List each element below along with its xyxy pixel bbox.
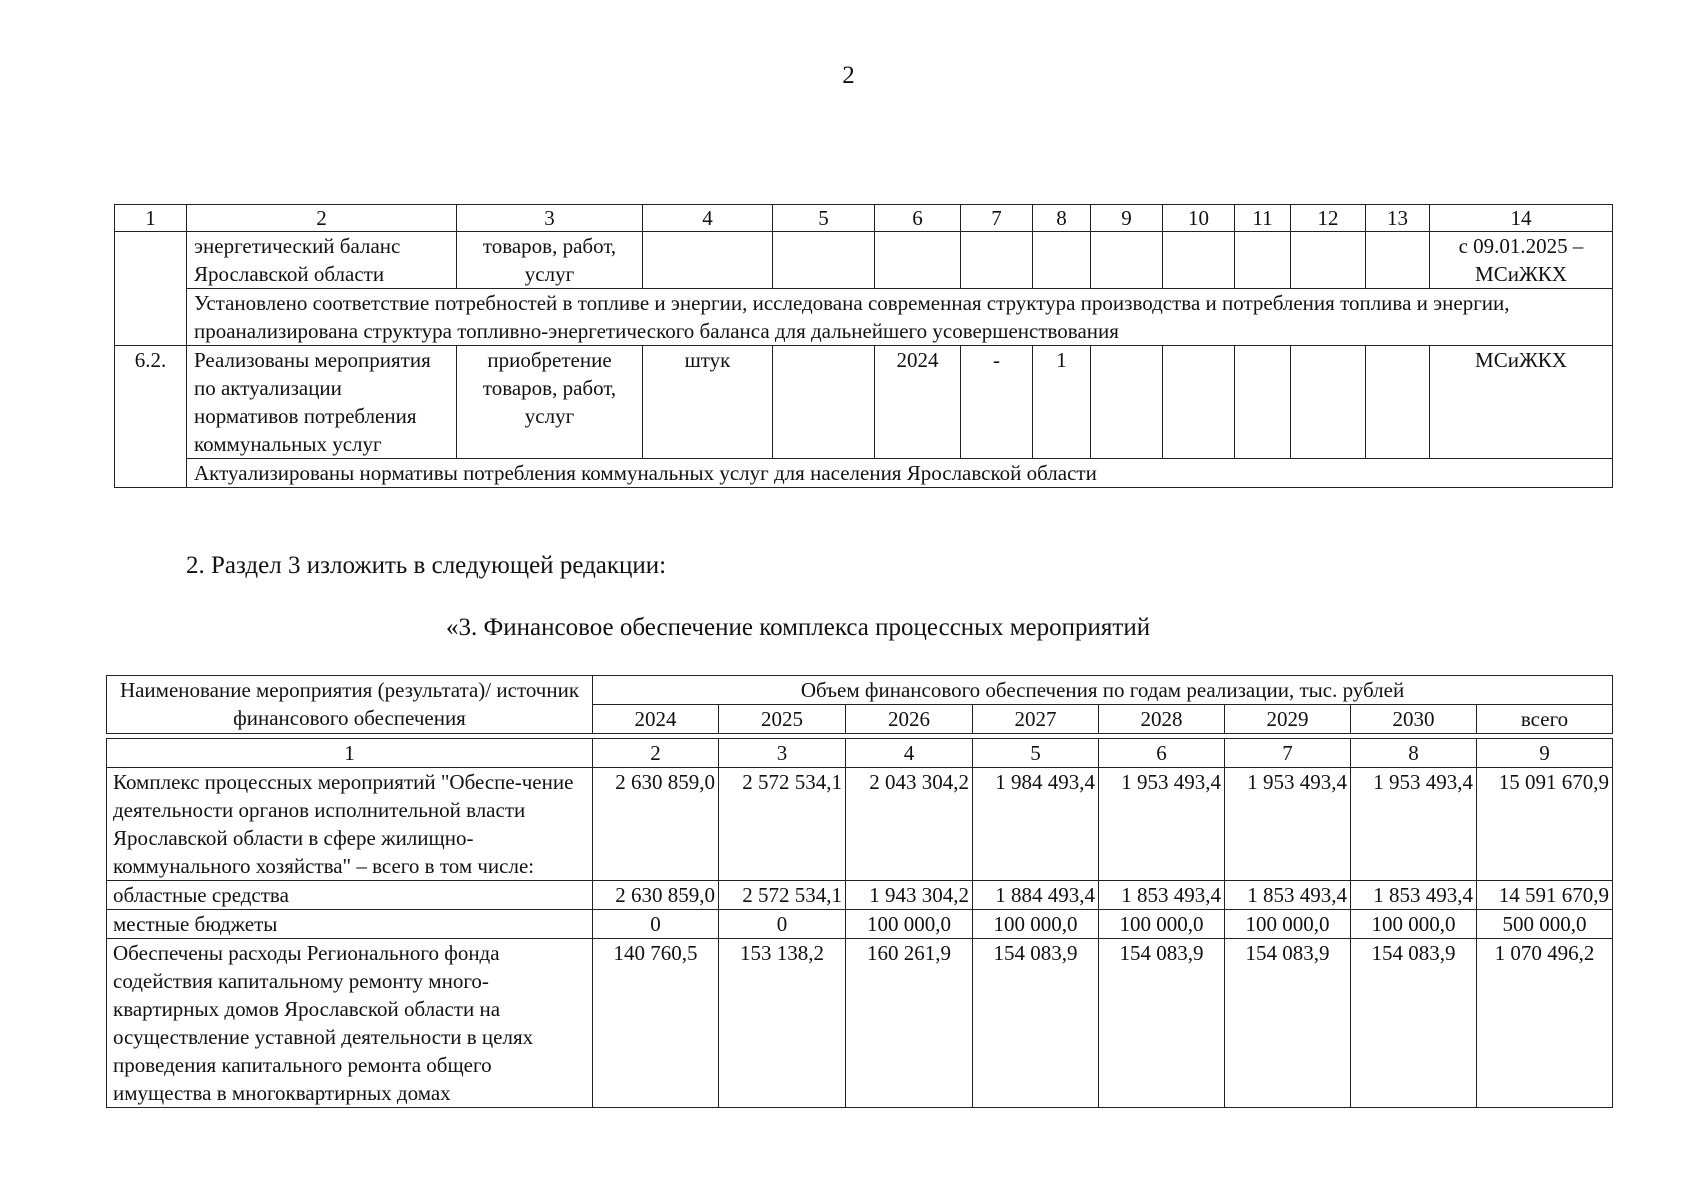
value-cell: 140 760,5 (593, 939, 719, 1108)
column-numbers-row (107, 739, 1613, 768)
results-table (114, 204, 1613, 488)
total-cell: 14 591 670,9 (1477, 881, 1613, 910)
table-row (115, 232, 1613, 289)
unit: штук (643, 346, 773, 459)
financing-table (106, 675, 1613, 1108)
column-number: 6 (875, 205, 961, 232)
responsible-executor: МСиЖКХ (1430, 346, 1613, 459)
value-cell: 2 630 859,0 (593, 768, 719, 881)
column-number: 4 (846, 739, 973, 768)
year-header: 2030 (1351, 705, 1477, 734)
column-number: 7 (961, 205, 1033, 232)
table-row (107, 939, 1613, 1108)
column-number: 3 (457, 205, 643, 232)
column-number: 12 (1291, 205, 1366, 232)
page-number: 2 (842, 62, 855, 89)
value-cell: 1 853 493,4 (1099, 881, 1225, 910)
column-number: 3 (719, 739, 846, 768)
total-cell: 500 000,0 (1477, 910, 1613, 939)
year-header: 2028 (1099, 705, 1225, 734)
measure-name: местные бюджеты (107, 910, 593, 939)
result-name: Реализованы мероприятия по актуализации нормативов потребления коммунальных услуг (187, 346, 457, 459)
column-number: 5 (773, 205, 875, 232)
value-cell: 1 884 493,4 (973, 881, 1099, 910)
table-header-row (115, 205, 1613, 232)
table-row (107, 768, 1613, 881)
value-cell: 1 953 493,4 (1351, 768, 1477, 881)
column-number: 7 (1225, 739, 1351, 768)
column-number: 9 (1477, 739, 1613, 768)
column-number: 9 (1091, 205, 1163, 232)
value-cell: 1 853 493,4 (1225, 881, 1351, 910)
value-cell: 2 572 534,1 (719, 768, 846, 881)
year-header: 2027 (973, 705, 1099, 734)
year-header: 2029 (1225, 705, 1351, 734)
column-number: 10 (1163, 205, 1235, 232)
value-col7: - (961, 346, 1033, 459)
value-cell: 2 572 534,1 (719, 881, 846, 910)
table-row (115, 346, 1613, 459)
column-number: 1 (115, 205, 187, 232)
value-cell: 100 000,0 (1225, 910, 1351, 939)
value-cell: 1 984 493,4 (973, 768, 1099, 881)
result-name: энергетический баланс Ярославской области (187, 232, 457, 289)
year-header: 2024 (593, 705, 719, 734)
year-header: 2026 (846, 705, 973, 734)
value-cell: 100 000,0 (1351, 910, 1477, 939)
value-cell: 154 083,9 (1099, 939, 1225, 1108)
column-number: 4 (643, 205, 773, 232)
value-cell: 153 138,2 (719, 939, 846, 1108)
base-year: 2024 (875, 346, 961, 459)
table-row (107, 910, 1613, 939)
table-row-note (115, 289, 1613, 346)
measure-name: Обеспечены расходы Регионального фонда содействия капитальному ремонту много-квартирных домов Ярославской области на осуществление уставной деятельности в целях проведения капитального ремонта общего имущества в многоквартирных домах (107, 939, 593, 1108)
column-number: 8 (1033, 205, 1091, 232)
value-cell: 1 953 493,4 (1225, 768, 1351, 881)
total-cell: 15 091 670,9 (1477, 768, 1613, 881)
column-number: 2 (593, 739, 719, 768)
result-type: приобретение товаров, работ, услуг (457, 346, 643, 459)
column-number: 13 (1366, 205, 1430, 232)
result-type: товаров, работ, услуг (457, 232, 643, 289)
total-header: всего (1477, 705, 1613, 734)
responsible-executor: с 09.01.2025 – МСиЖКХ (1430, 232, 1613, 289)
column-number: 5 (973, 739, 1099, 768)
year-header: 2025 (719, 705, 846, 734)
value-cell: 2 630 859,0 (593, 881, 719, 910)
section-title: «3. Финансовое обеспечение комплекса процессных мероприятий (446, 614, 1151, 641)
column-number: 6 (1099, 739, 1225, 768)
table-row (107, 881, 1613, 910)
row-number: 6.2. (115, 346, 187, 488)
column-number: 14 (1430, 205, 1613, 232)
measure-name: Комплекс процессных мероприятий "Обеспе-чение деятельности органов исполнительной власти Ярославской области в сфере жилищно-коммунального хозяйства" – всего в том числе: (107, 768, 593, 881)
name-column-header: Наименование мероприятия (результата)/ источник финансового обеспечения (107, 676, 593, 734)
row-number (115, 232, 187, 346)
value-cell: 154 083,9 (1351, 939, 1477, 1108)
result-note: Установлено соответствие потребностей в топливе и энергии, исследована современная структура производства и потребления топлива и энергии, проанализирована структура топливно-энергетического баланса для дальнейшего усовершенствования (187, 289, 1613, 346)
value-cell: 100 000,0 (846, 910, 973, 939)
table-row-note (115, 459, 1613, 488)
value-cell: 1 943 304,2 (846, 881, 973, 910)
table-header-row (107, 676, 1613, 705)
measure-name: областные средства (107, 881, 593, 910)
value-cell: 100 000,0 (973, 910, 1099, 939)
value-cell: 1 953 493,4 (1099, 768, 1225, 881)
value-cell: 160 261,9 (846, 939, 973, 1108)
volume-header: Объем финансового обеспечения по годам реализации, тыс. рублей (593, 676, 1613, 705)
column-number: 2 (187, 205, 457, 232)
value-cell: 0 (593, 910, 719, 939)
value-col8: 1 (1033, 346, 1091, 459)
value-cell: 0 (719, 910, 846, 939)
value-cell: 154 083,9 (1225, 939, 1351, 1108)
instruction-text: 2. Раздел 3 изложить в следующей редакции: (186, 552, 667, 579)
column-number: 8 (1351, 739, 1477, 768)
column-number: 11 (1235, 205, 1291, 232)
result-note: Актуализированы нормативы потребления коммунальных услуг для населения Ярославской области (187, 459, 1613, 488)
value-cell: 1 853 493,4 (1351, 881, 1477, 910)
base-value (773, 346, 875, 459)
column-number: 1 (107, 739, 593, 768)
value-cell: 100 000,0 (1099, 910, 1225, 939)
value-cell: 154 083,9 (973, 939, 1099, 1108)
total-cell: 1 070 496,2 (1477, 939, 1613, 1108)
value-cell: 2 043 304,2 (846, 768, 973, 881)
